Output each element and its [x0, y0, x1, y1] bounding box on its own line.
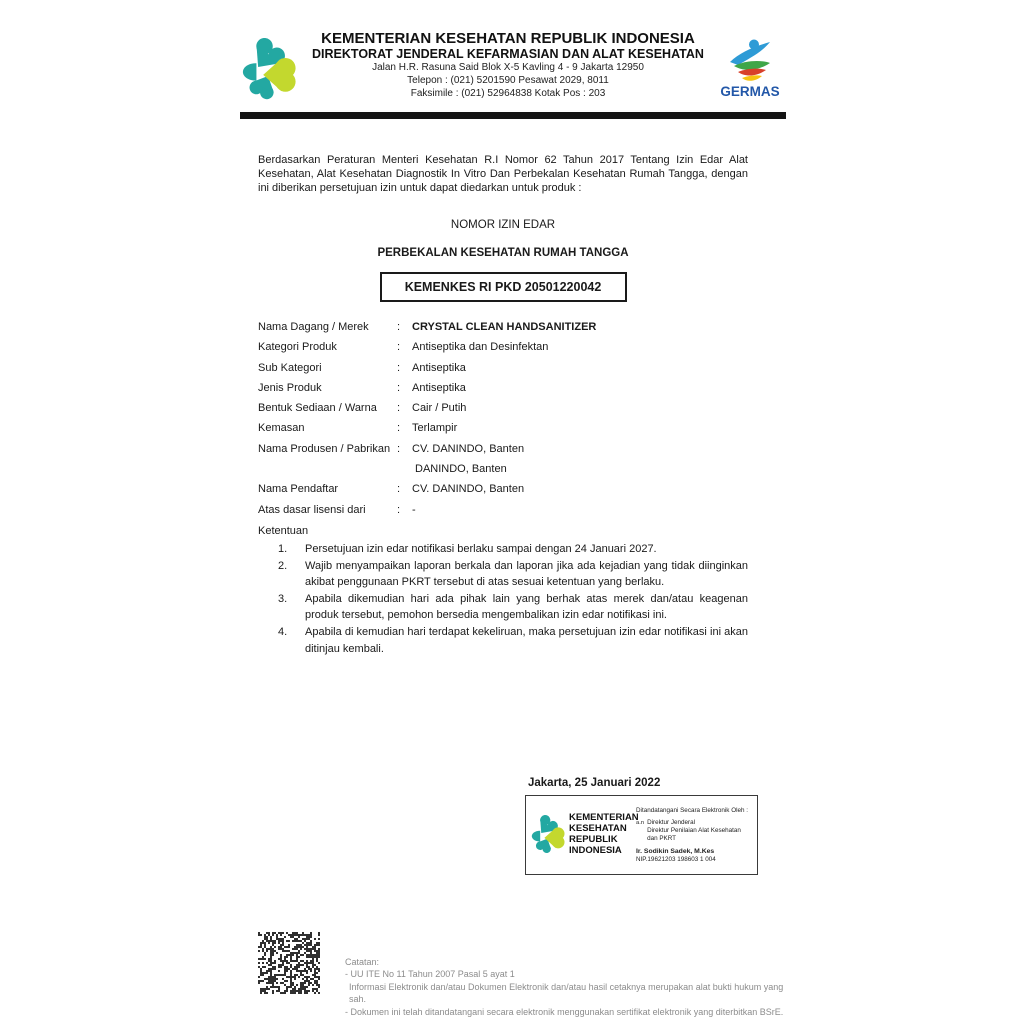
signature-block [525, 777, 758, 875]
field-label: Sub Kategori [258, 361, 322, 374]
field-label: Nama Dagang / Merek [258, 321, 369, 333]
notes-heading: Catatan: [345, 957, 380, 967]
directorate-name: DIREKTORAT JENDERAL KEFARMASIAN DAN ALAT KESEHATAN [312, 47, 704, 61]
field-label: Kategori Produk [258, 341, 337, 354]
field-label: Nama Pendaftar [258, 483, 339, 496]
document-body [258, 153, 748, 657]
item-number: 4. [278, 625, 288, 638]
permit-number-heading: NOMOR IZIN EDAR [450, 219, 556, 231]
product-category-heading: PERBEKALAN KESEHATAN RUMAH TANGGA [377, 247, 629, 259]
field-colon: : [397, 402, 401, 415]
field-row [258, 337, 748, 357]
germas-logo-icon [714, 28, 786, 105]
qr-code [258, 932, 320, 994]
signer-nip: NIP.19621203 198603 1 004 [636, 855, 716, 863]
item-number: 3. [278, 592, 288, 605]
item-text: Wajib menyampaikan laporan berkala dan laporan jika ada kejadian yang tidak diinginkan akibat penggunaan PKRT tersebut di atas sesuai ketentuan yang berlaku. [305, 559, 748, 589]
item-text: Persetujuan izin edar notifikasi berlaku sampai dengan 24 Januari 2027. [305, 542, 657, 555]
field-value: Antiseptika [412, 361, 466, 374]
ketentuan-item [258, 541, 748, 558]
item-text: Apabila di kemudian hari terdapat kekeliruan, maka persetujuan izin edar notifikasi ini akan ditinjau kembali. [305, 625, 748, 655]
field-value: Cair / Putih [412, 402, 467, 415]
field-row [258, 439, 748, 480]
signer-details [636, 807, 753, 864]
signer-role-row [636, 819, 753, 842]
footer-notes [345, 956, 793, 1018]
header-divider [240, 112, 786, 119]
field-colon: : [397, 483, 401, 496]
ketentuan-item [258, 558, 748, 591]
field-colon: : [397, 422, 401, 435]
field-value: Antiseptika [412, 381, 466, 394]
note-line: - Dokumen ini telah ditandatangani secara elektronik menggunakan sertifikat elektronik yang diterbitkan BSrE. [345, 1006, 784, 1017]
field-colon: : [397, 321, 401, 333]
signer-name: Ir. Sodikin Sadek, M.Kes [636, 848, 715, 856]
signature-ministry-text: KEMENTERIAN KESEHATAN REPUBLIK INDONESIA [569, 812, 639, 856]
field-value: Terlampir [412, 422, 458, 435]
item-number: 2. [278, 559, 288, 572]
field-colon: : [397, 442, 401, 455]
kemenkes-logo-small-icon [530, 815, 566, 856]
an-label: a.n [636, 820, 645, 827]
item-text: Apabila dikemudian hari ada pihak lain yang berhak atas merek dan/atau keagenan produk tersebut, pemohon bersedia mengembalikan izin edar notifikasi ini. [305, 592, 748, 622]
field-row [258, 500, 748, 520]
note-line: Informasi Elektronik dan/atau Dokumen Elektronik dan/atau hasil cetaknya merupakan alat bukti hukum yang sah. [349, 981, 784, 1005]
letterhead [240, 28, 786, 109]
germas-label: GERMAS [720, 84, 780, 99]
ketentuan-item [258, 591, 748, 624]
item-number: 1. [278, 542, 288, 555]
field-value-line2: DANINDO, Banten [415, 463, 507, 476]
ministry-name: KEMENTERIAN KESEHATAN REPUBLIK INDONESIA [321, 30, 695, 47]
field-list [258, 317, 748, 520]
fax-line: Faksimile : (021) 52964838 Kotak Pos : 203 [410, 88, 606, 99]
field-row [258, 317, 748, 337]
signer-role-2: Direktur Penilaian Alat Kesehatan dan PKRT [647, 826, 741, 842]
field-value: CV. DANINDO, Banten [412, 483, 525, 496]
electronic-signature-box [525, 795, 758, 875]
field-label: Bentuk Sediaan / Warna [258, 402, 377, 415]
field-label: Atas dasar lisensi dari [258, 503, 366, 516]
ketentuan-heading: Ketentuan [258, 524, 309, 537]
field-row [258, 398, 748, 418]
esign-label: Ditandatangani Secara Elektronik Oleh : [636, 806, 749, 814]
field-colon: : [397, 381, 401, 394]
phone-line: Telepon : (021) 5201590 Pesawat 2029, 8011 [407, 75, 609, 86]
field-row [258, 358, 748, 378]
address-line: Jalan H.R. Rasuna Said Blok X-5 Kavling 4 - 9 Jakarta 12950 [372, 62, 644, 73]
field-value: - [412, 503, 416, 516]
field-colon: : [397, 341, 401, 354]
field-colon: : [397, 361, 401, 374]
field-value: CV. DANINDO, Banten DANINDO, Banten [412, 439, 748, 480]
field-label: Jenis Produk [258, 381, 322, 394]
ketentuan-list [258, 541, 748, 657]
signer-role-1: Direktur Jenderal [647, 819, 696, 827]
signature-place-date: Jakarta, 25 Januari 2022 [528, 777, 661, 789]
field-value: CRYSTAL CLEAN HANDSANITIZER [412, 321, 597, 333]
signer-roles [647, 819, 753, 842]
field-value: Antiseptika dan Desinfektan [412, 341, 549, 354]
field-label: Nama Produsen / Pabrikan [258, 442, 391, 455]
kemenkes-logo-icon [240, 28, 302, 109]
field-row [258, 479, 748, 499]
permit-number-box: KEMENKES RI PKD 20501220042 [380, 272, 627, 302]
letterhead-text [302, 28, 714, 100]
field-label: Kemasan [258, 422, 305, 435]
field-row [258, 378, 748, 398]
note-line: - UU ITE No 11 Tahun 2007 Pasal 5 ayat 1 [345, 969, 515, 980]
intro-paragraph: Berdasarkan Peraturan Menteri Kesehatan R.I Nomor 62 Tahun 2017 Tentang Izin Edar Alat Kesehatan, Alat Kesehatan Diagnostik In Vitro Dan Perbekalan Kesehatan Rumah Tangga, dengan ini diberikan persetujuan izin untuk dapat diedarkan untuk produk : [258, 154, 748, 194]
field-row [258, 418, 748, 438]
field-colon: : [397, 503, 401, 516]
ketentuan-item [258, 624, 748, 657]
